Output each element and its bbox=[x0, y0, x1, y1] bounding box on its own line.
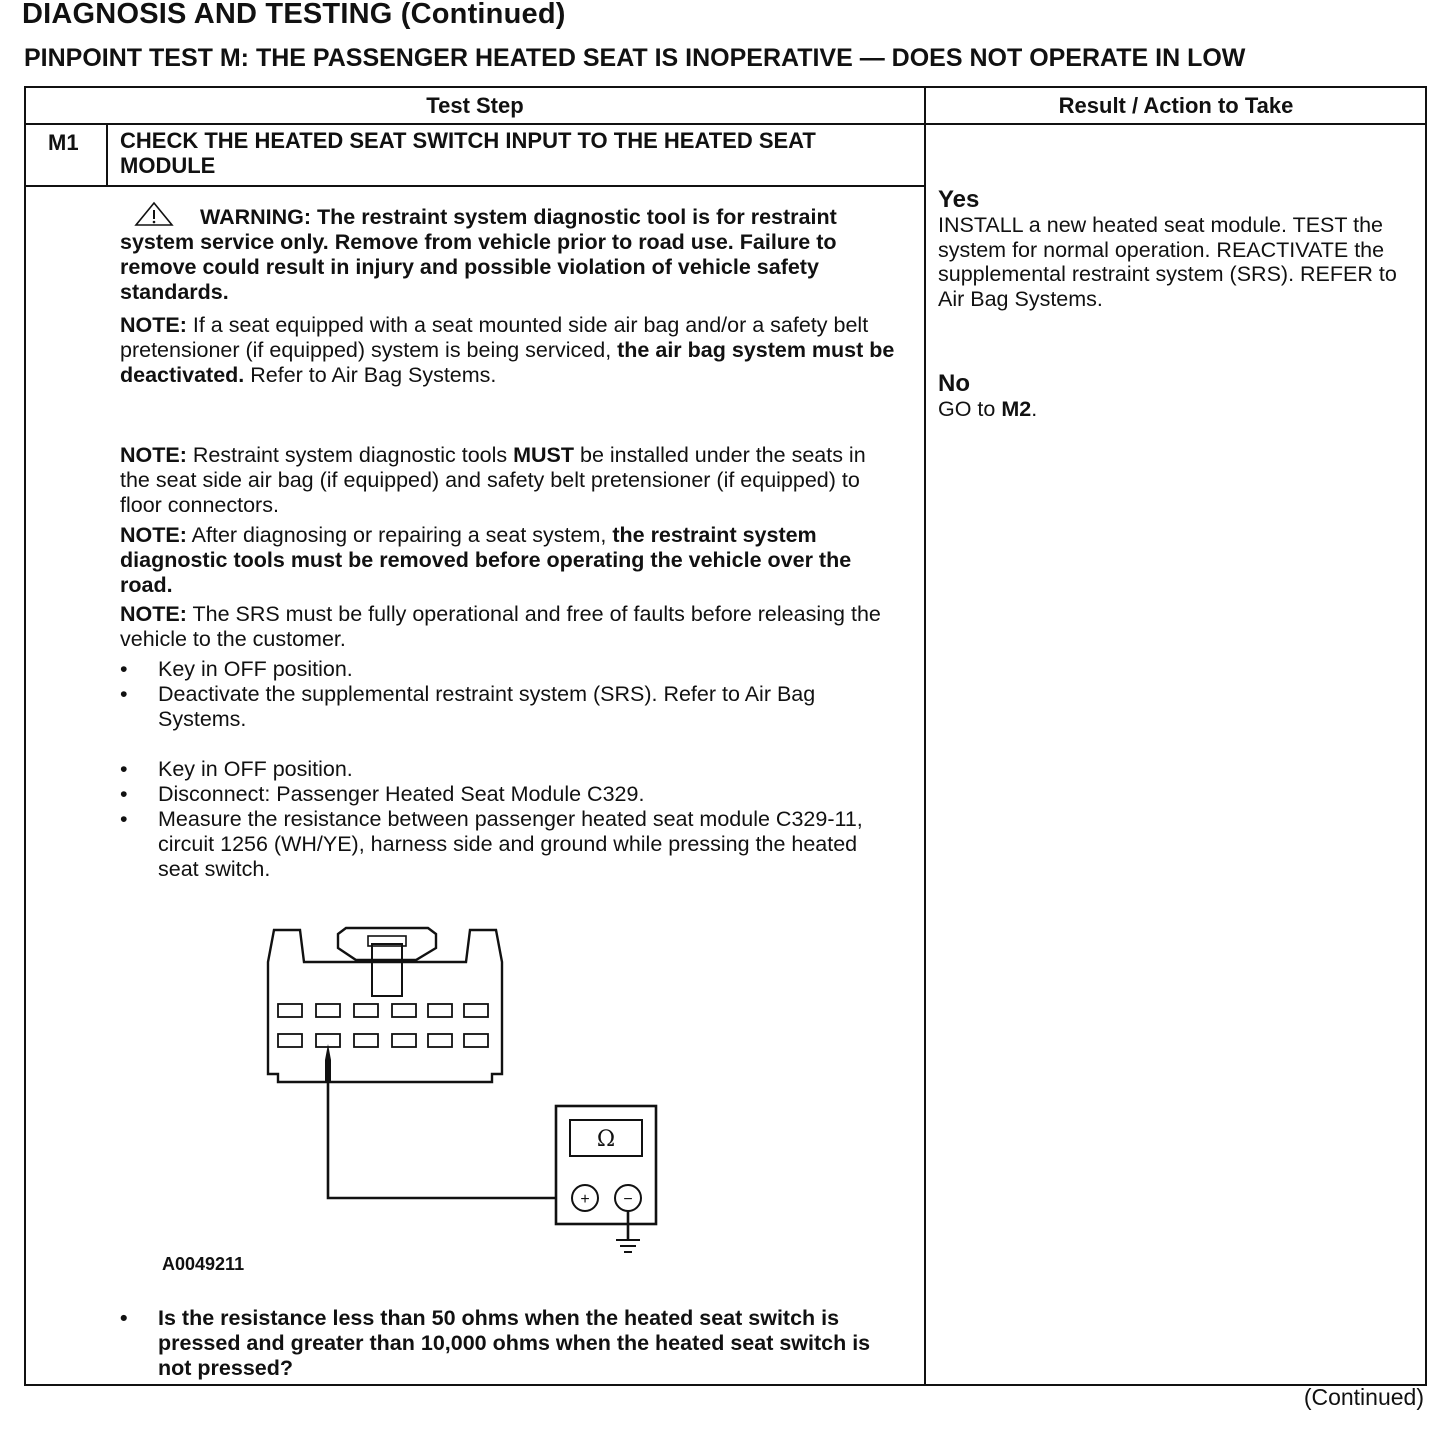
pinpoint-test-title: PINPOINT TEST M: THE PASSENGER HEATED SEAT IS INOPERATIVE — DOES NOT OPERATE IN LOW bbox=[24, 44, 1246, 72]
no-label: No bbox=[938, 370, 970, 397]
pinpoint-test-table bbox=[24, 86, 1427, 1386]
result-yes bbox=[938, 187, 1418, 311]
note-1 bbox=[120, 313, 900, 388]
list-item: • Key in OFF position. bbox=[120, 657, 900, 682]
header-test-step: Test Step bbox=[426, 93, 524, 118]
step-title-divider bbox=[26, 185, 924, 187]
note-text: Restraint system diagnostic tools bbox=[186, 443, 514, 467]
note-text: After diagnosing or repairing a seat system, bbox=[186, 523, 613, 547]
connector-meter-diagram bbox=[256, 920, 696, 1260]
page-title: DIAGNOSIS AND TESTING (Continued) bbox=[22, 0, 566, 30]
svg-text:−: − bbox=[623, 1191, 633, 1208]
ohm-symbol: Ω bbox=[596, 1127, 616, 1152]
pin-row-top bbox=[278, 1004, 488, 1017]
note-text: Refer to Air Bag Systems. bbox=[244, 363, 497, 387]
note-label: NOTE: bbox=[120, 443, 187, 467]
figure-id: A0049211 bbox=[162, 1254, 245, 1274]
question-item: • Is the resistance less than 50 ohms when the heated seat switch is pressed and greater than 10,000 ohms when the heated seat switch is not pressed? bbox=[120, 1306, 900, 1381]
warning-block bbox=[120, 205, 900, 305]
note-2 bbox=[120, 443, 900, 518]
step-title: CHECK THE HEATED SEAT SWITCH INPUT TO THE HEATED SEAT MODULE bbox=[120, 128, 816, 178]
bullet-list-a bbox=[120, 657, 900, 732]
note-4 bbox=[120, 602, 900, 652]
note-label: NOTE: bbox=[120, 523, 187, 547]
step-id-divider bbox=[106, 124, 108, 186]
note-text: The SRS must be fully operational and free of faults before releasing the vehicle to the customer. bbox=[120, 602, 881, 651]
bullet-list-b bbox=[120, 757, 900, 882]
note-label: NOTE: bbox=[120, 313, 187, 337]
yes-action: INSTALL a new heated seat module. TEST the system for normal operation. REACTIVATE the supplemental restraint system (SRS). REFER to Air Bag Systems. bbox=[938, 213, 1397, 311]
warning-text: WARNING: The restraint system diagnostic tool is for restraint system service only. Remove from vehicle prior to road use. Failure to remove could result in injury and possible violation of vehicle safety standards. bbox=[120, 205, 837, 304]
list-item: • Disconnect: Passenger Heated Seat Module C329. bbox=[120, 782, 900, 807]
step-id: M1 bbox=[48, 130, 79, 155]
note-text: If a seat equipped with a seat mounted side air bag and/or a safety belt pretensioner (if equipped) system is being serviced, bbox=[120, 313, 869, 362]
ground-icon bbox=[616, 1240, 640, 1252]
step-question bbox=[120, 1306, 900, 1381]
result-no bbox=[938, 371, 1418, 422]
list-item: • Deactivate the supplemental restraint system (SRS). Refer to Air Bag Systems. bbox=[120, 682, 900, 732]
connector-latch-tab bbox=[372, 944, 402, 996]
column-divider bbox=[924, 88, 926, 1384]
no-action: GO to M2. bbox=[938, 397, 1038, 421]
yes-label: Yes bbox=[938, 186, 980, 213]
note-3 bbox=[120, 523, 900, 598]
pin-row-bottom bbox=[278, 1034, 488, 1047]
continued-label: (Continued) bbox=[1303, 1384, 1424, 1410]
svg-text:+: + bbox=[580, 1191, 590, 1208]
header-result-action: Result / Action to Take bbox=[1058, 93, 1294, 118]
test-probe bbox=[325, 1044, 331, 1082]
note-label: NOTE: bbox=[120, 602, 187, 626]
note-emphasis: the restraint system diagnostic tools must be removed before operating the vehicle over the road. bbox=[120, 523, 852, 597]
warning-triangle-icon bbox=[134, 201, 174, 227]
connector-outline bbox=[268, 930, 502, 1082]
note-emphasis: the air bag system must be deactivated. bbox=[120, 338, 895, 387]
note-text: be installed under the seats in the seat side air bag (if equipped) and safety belt pretensioner (if equipped) to floor connectors. bbox=[120, 443, 866, 517]
list-item: • Measure the resistance between passenger heated seat module C329-11, circuit 1256 (WH/YE), harness side and ground while pressing the heated seat switch. bbox=[120, 807, 900, 882]
note-emphasis: MUST bbox=[513, 443, 575, 467]
probe-lead bbox=[328, 1082, 574, 1198]
list-item: • Key in OFF position. bbox=[120, 757, 900, 782]
goto-step-link[interactable]: M2 bbox=[1001, 397, 1032, 421]
